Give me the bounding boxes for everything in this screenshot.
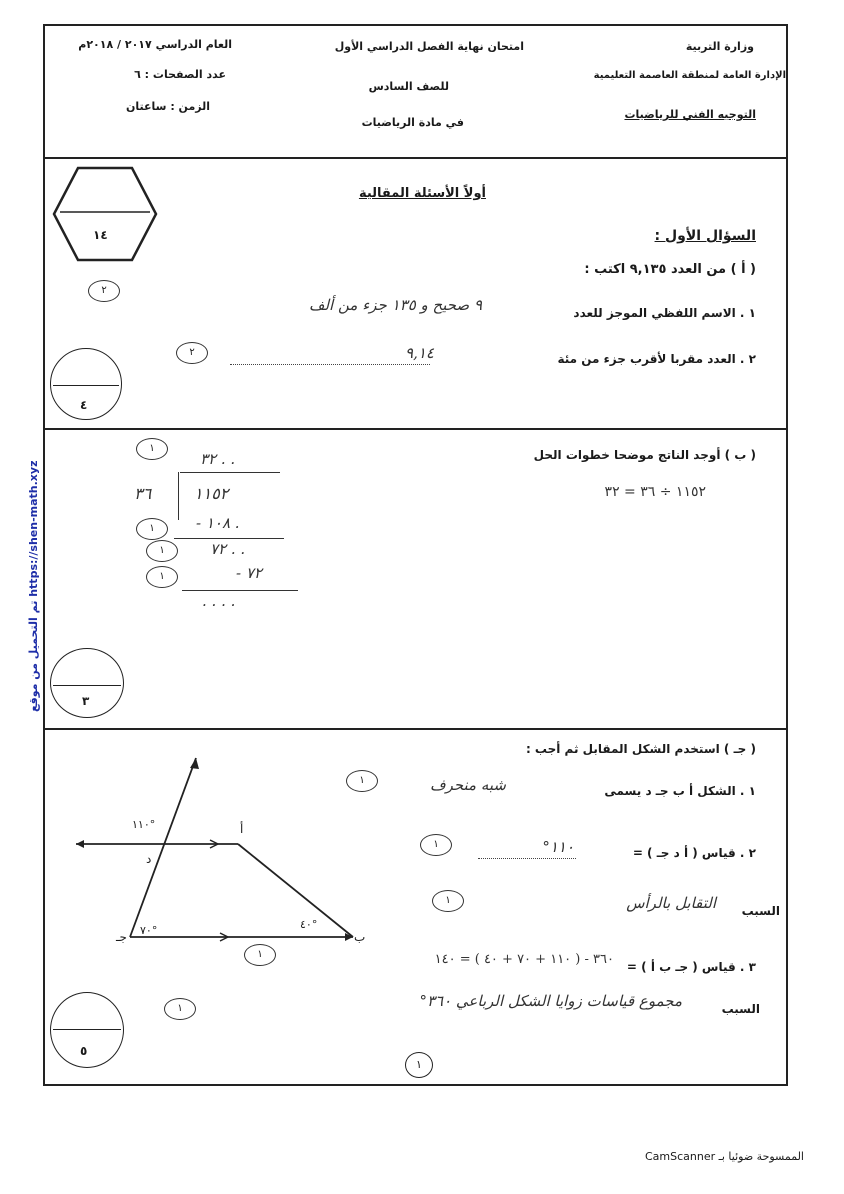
school-year: العام الدراسي ٢٠١٧ / ٢٠١٨م — [78, 38, 232, 51]
part-b-step3: - ٧٢ — [236, 564, 262, 582]
part-b-quotient: ٣٢ . . — [200, 450, 236, 468]
part-a-item2-mark: ٢ — [176, 342, 208, 364]
page-number: ١ — [405, 1052, 433, 1078]
figure-label-a: أ — [240, 822, 244, 836]
part-a-item1: ١ . الاسم اللفظي الموجز للعدد — [573, 306, 756, 320]
page-count: عدد الصفحات : ٦ — [134, 68, 226, 81]
part-b-mark-1: ١ — [136, 438, 168, 460]
part-a-prompt: ( أ ) من العدد ٩,١٣٥ اكتب : — [584, 262, 756, 277]
part-a-item1-mark: ٢ — [88, 280, 120, 302]
part-a-item1-answer: ٩ صحيح و ١٣٥ جزء من ألف — [308, 296, 482, 314]
part-c-prompt: ( جـ ) استخدم الشكل المقابل ثم أجب : — [525, 742, 756, 756]
part-c-item3-answer: ٣٦٠ - ( ١١٠ + ٧٠ + ٤٠ ) = ١٤٠ — [434, 952, 614, 967]
figure-angle-top: ١١٠° — [132, 818, 156, 831]
part-b-mark-3: ١ — [146, 540, 178, 562]
figure-label-d: د — [146, 852, 152, 866]
step1-rule — [174, 538, 284, 539]
divider-header — [43, 157, 786, 159]
exam-time: الزمن : ساعتان — [126, 100, 210, 113]
score-divider — [53, 385, 119, 386]
part-c-item1-answer: شبه منحرف — [430, 776, 506, 794]
part-c-mark-5: ١ — [164, 998, 196, 1020]
part-c-score-value: ٥ — [80, 1044, 88, 1058]
part-c-mark-1: ١ — [346, 770, 378, 792]
part-b-step1: - ١٠٨ . — [196, 514, 240, 532]
ministry: وزارة التربية — [685, 40, 754, 53]
camscanner-footer: الممسوحة ضوئيا بـ CamScanner — [644, 1150, 804, 1163]
part-b-mark-4: ١ — [146, 566, 178, 588]
step3-rule — [182, 590, 298, 591]
part-c-item1: ١ . الشكل أ ب جـ د يسمى — [604, 784, 756, 798]
part-b-score-value: ٣ — [82, 694, 90, 708]
total-score-hexagon — [50, 164, 160, 264]
part-b-expression: ١١٥٢ ÷ ٣٦ = ٣٢ — [604, 484, 706, 500]
figure-label-b: ب — [354, 930, 366, 944]
total-score-value: ١٤ — [93, 228, 108, 242]
part-a-item2: ٢ . العدد مقربا لأقرب جزء من مئة — [557, 352, 756, 366]
figure-angle-left: ٧٠° — [140, 924, 158, 937]
directorate: الإدارة العامة لمنطقة العاصمة التعليمية — [593, 70, 786, 81]
side-download-note: تم التحميل من موقع https://shen-math.xyz — [27, 460, 40, 712]
division-bar — [180, 472, 280, 473]
part-b-prompt: ( ب ) أوجد الناتج موضحا خطوات الحل — [533, 448, 756, 462]
part-a-item2-answer-line — [230, 364, 430, 365]
figure-angle-right: ٤٠° — [300, 918, 318, 931]
section-title: أولاً الأسئلة المقالية — [358, 186, 486, 201]
figure-label-j: جـ — [116, 930, 127, 944]
question1-title: السؤال الأول : — [654, 228, 756, 244]
part-c-mark-4: ١ — [244, 944, 276, 966]
part-b-divisor: ٣٦ — [134, 484, 152, 503]
part-b-remainder: . . . . — [202, 592, 236, 610]
division-bracket — [178, 472, 179, 520]
part-c-item2-answer: ١١٠° — [542, 838, 574, 856]
trapezoid-figure — [68, 752, 368, 952]
divider-part-b — [43, 728, 786, 730]
part-c-item3: ٣ . قياس ( جـ ب أ ) = — [626, 960, 756, 974]
supervision: التوجيه الفني للرياضيات — [624, 108, 756, 121]
exam-title: امتحان نهاية الفصل الدراسي الأول — [334, 40, 524, 53]
part-b-dividend: ١١٥٢ — [194, 484, 229, 503]
part-c-reason1-answer: التقابل بالرأس — [626, 894, 716, 912]
part-c-item2: ٢ . قياس ( أ د جـ ) = — [632, 846, 756, 860]
part-a-item2-answer: ٩,١٤ — [405, 344, 434, 362]
grade: للصف السادس — [368, 80, 449, 93]
part-b-step2: ٧٢ . . — [210, 540, 246, 558]
part-c-reason2-label: السبب — [721, 1002, 760, 1016]
part-c-mark-3: ١ — [432, 890, 464, 912]
part-c-item2-answer-line — [478, 858, 576, 859]
score-divider — [53, 685, 121, 686]
subject: في مادة الرياضيات — [361, 116, 464, 129]
part-b-mark-2: ١ — [136, 518, 168, 540]
divider-part-a — [43, 428, 786, 430]
part-a-score-value: ٤ — [80, 398, 88, 412]
part-c-reason1-label: السبب — [741, 904, 780, 918]
score-divider — [53, 1029, 121, 1030]
part-c-mark-2: ١ — [420, 834, 452, 856]
part-c-reason2-answer: مجموع قياسات زوايا الشكل الرباعي ٣٦٠° — [419, 992, 682, 1010]
